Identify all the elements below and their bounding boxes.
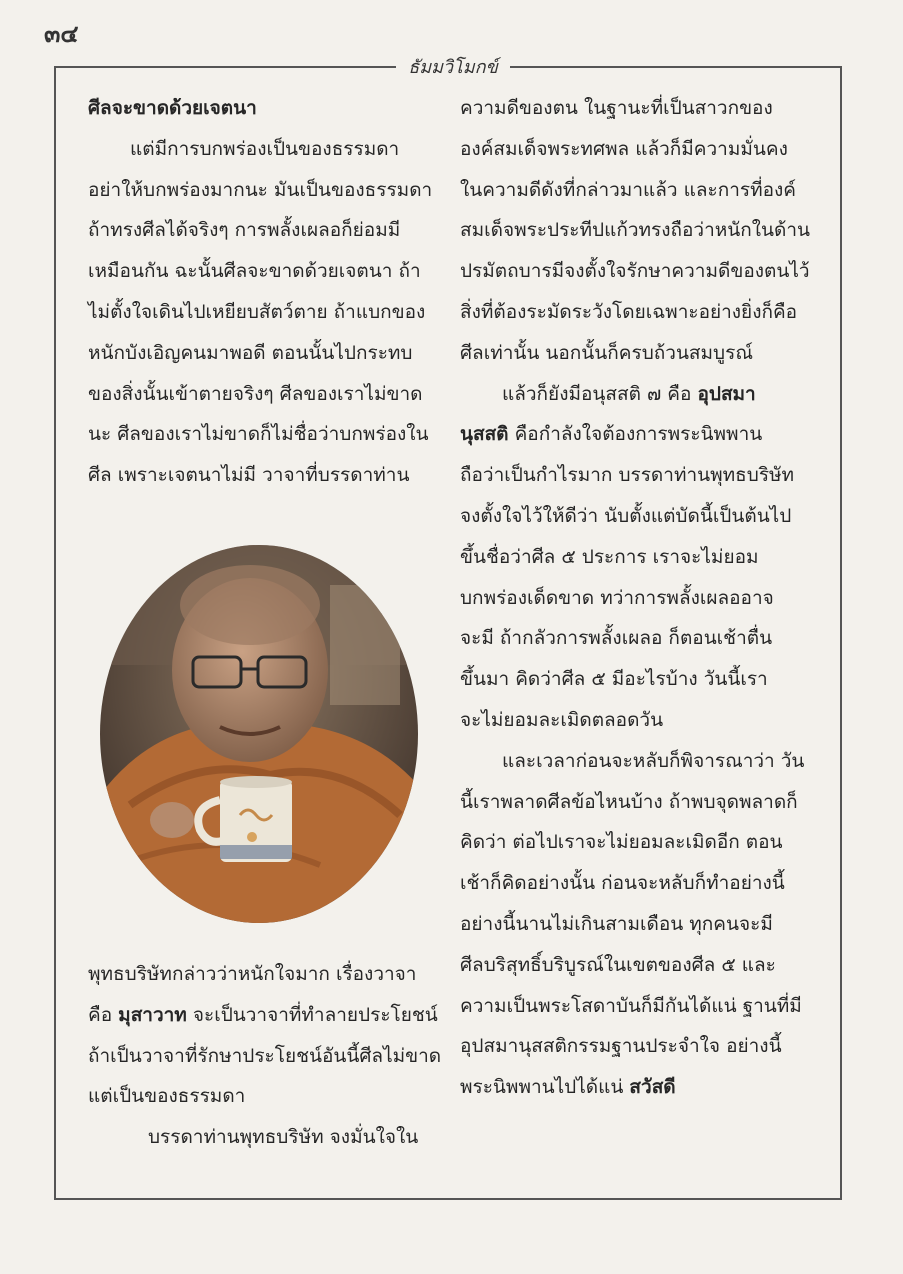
text-line: เช้าก็คิดอย่างนั้น ก่อนจะหลับก็ทำอย่างนี้ xyxy=(460,872,785,895)
text-line: ในความดีดังที่กล่าวมาแล้ว และการที่องค์ xyxy=(460,178,796,201)
text-line: ปรมัตถบารมีจงตั้งใจรักษาความดีของตนไว้ xyxy=(460,260,810,283)
text-line: อย่าให้บกพร่องมากนะ มันเป็นของธรรมดา xyxy=(88,178,433,201)
text-line: ความดีของตน ในฐานะที่เป็นสาวกของ xyxy=(460,97,773,119)
text-line: ความเป็นพระโสดาบันก็มีกันได้แน่ ฐานที่มี xyxy=(460,994,802,1017)
text-line: ศีลบริสุทธิ์บริบูรณ์ในเขตของศีล ๕ และ xyxy=(460,953,776,976)
text-line: นี้เราพลาดศีลข้อไหนบ้าง ถ้าพบจุดพลาดก็ xyxy=(460,790,798,813)
text-line: บกพร่องเด็ดขาด ทว่าการพลั้งเผลออาจ xyxy=(460,586,774,609)
text-line: คิดว่า ต่อไปเราจะไม่ยอมละเมิดอีก ตอน xyxy=(460,831,783,854)
bold-term-upasama: อุปสมา xyxy=(697,382,756,405)
text-line: จะไม่ยอมละเมิดตลอดวัน xyxy=(460,708,664,731)
text-line: หนักบังเอิญคนมาพอดี ตอนนั้นไปกระทบ xyxy=(88,341,413,364)
text-line: พุทธบริษัทกล่าวว่าหนักใจมาก เรื่องวาจา xyxy=(88,963,417,985)
text-line: คือ มุสาวาท จะเป็นวาจาที่ทำลายประโยชน์ xyxy=(88,1003,438,1026)
text-line: และเวลาก่อนจะหลับก็พิจารณาว่า วัน xyxy=(502,749,805,772)
text-line: ขึ้นมา คิดว่าศีล ๕ มีอะไรบ้าง วันนี้เรา xyxy=(460,668,768,691)
text-line: สมเด็จพระประทีปแก้วทรงถือว่าหนักในด้าน xyxy=(460,219,811,242)
text-line: จงตั้งใจไว้ให้ดีว่า นับตั้งแต่บัดนี้เป็นต้นไป xyxy=(460,504,792,527)
running-header: ธัมมวิโมกข์ xyxy=(408,57,498,78)
text-line: เหมือนกัน ฉะนั้นศีลจะขาดด้วยเจตนา ถ้า xyxy=(88,260,421,283)
text-line: อุปสมานุสสติกรรมฐานประจำใจ อย่างนี้ xyxy=(460,1035,782,1058)
text-line: พระนิพพานไปได้แน่ สวัสดี xyxy=(460,1076,676,1099)
text-line: ถ้าเป็นวาจาที่รักษาประโยชน์อันนี้ศีลไม่ขาด xyxy=(88,1044,442,1067)
text-line: สิ่งที่ต้องระมัดระวังโดยเฉพาะอย่างยิ่งก็คือ xyxy=(460,300,798,323)
left-column-upper xyxy=(88,88,443,496)
text-line: แต่มีการบกพร่องเป็นของธรรมดา xyxy=(130,137,400,160)
text-line: ถือว่าเป็นกำไรมาก บรรดาท่านพุทธบริษัท xyxy=(460,464,795,487)
bold-term-nussati: นุสสติ xyxy=(460,423,509,446)
text-line: บรรดาท่านพุทธบริษัท จงมั่นใจใน xyxy=(148,1126,419,1149)
text-line: ของสิ่งนั้นเข้าตายจริงๆ ศีลของเราไม่ขาด xyxy=(88,382,423,405)
text-line: นุสสติ คือกำลังใจต้องการพระนิพพาน xyxy=(460,423,763,446)
text-line: แล้วก็ยังมีอนุสสติ ๗ คือ อุปสมา xyxy=(502,382,756,405)
monk-portrait-photo xyxy=(100,545,418,923)
text-line: ไม่ตั้งใจเดินไปเหยียบสัตว์ตาย ถ้าแบกของ xyxy=(88,300,426,323)
text-line: องค์สมเด็จพระทศพล แล้วก็มีความมั่นคง xyxy=(460,137,788,160)
left-column-lower xyxy=(88,954,443,1158)
text-line: ศีลเท่านั้น นอกนั้นก็ครบถ้วนสมบูรณ์ xyxy=(460,341,753,364)
text-line: อย่างนี้นานไม่เกินสามเดือน ทุกคนจะมี xyxy=(460,912,773,935)
text-line: จะมี ถ้ากลัวการพลั้งเผลอ ก็ตอนเช้าตื่น xyxy=(460,627,773,650)
right-column xyxy=(460,88,815,1108)
bold-term-musawat: มุสาวาท xyxy=(118,1003,187,1026)
bold-closing-word: สวัสดี xyxy=(629,1076,676,1099)
text-line: ถ้าทรงศีลได้จริงๆ การพลั้งเผลอก็ย่อมมี xyxy=(88,219,401,242)
text-line: นะ ศีลของเราไม่ขาดก็ไม่ชื่อว่าบกพร่องใน xyxy=(88,423,429,446)
text-line: ขึ้นชื่อว่าศีล ๕ ประการ เราจะไม่ยอม xyxy=(460,545,759,568)
page-number: ๓๔ xyxy=(44,20,79,48)
text-line: ศีล เพราะเจตนาไม่มี วาจาที่บรรดาท่าน xyxy=(88,464,410,487)
text-line: แต่เป็นของธรรมดา xyxy=(88,1085,246,1108)
section-heading: ศีลจะขาดด้วยเจตนา xyxy=(88,97,257,119)
